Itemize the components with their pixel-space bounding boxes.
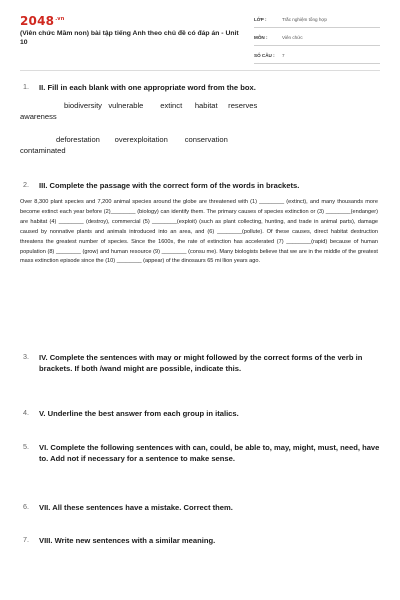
section-instruction: VII. All these sentences have a mistake. Correct them. [39,503,233,512]
exercise-section-3 [20,352,382,388]
document-header [0,0,400,72]
word-box [20,100,380,122]
exercise-section-4 [20,408,382,420]
section-instruction: V. Underline the best answer from each group in italics. [39,409,239,418]
meta-value: Viên chức [282,35,303,40]
section-number: 3. [23,352,29,361]
meta-value: Trắc nghiệm tổng hợp [282,17,327,22]
meta-key: MÔN : [254,35,268,40]
section-number: 6. [23,502,29,511]
section-number: 2. [23,180,29,189]
meta-row-subject [254,32,380,46]
word-box [20,134,380,156]
header-divider [20,70,380,71]
passage-text: Over 8,300 plant species and 7,200 animal species around the globe are threatened with (1) ________ (extinct), and many thousands more become extinct each year before (2)________ (biology) can identify them. The primary causes of species extinction or (3) ________(endanger) are habitat (4) ________ (destroy), commercial (5) ________(exploit) (such as plant collecting, hunting, and trade in animal parts), damage caused by nonnative plants and animals introduced into an area, and (6) ________(pollute). Of these causes, direct habitat destruction threatens the greatest number of species. Since the 1600s, the rate of extinction has accelerated (7) ________(rapid) because of human population (8) ________ (grow) and human resource (9) ________ (consu me). Many biologists believe that we are in the middle of the greatest mass extinction episode since the (10) ________ (appear) of the dinosaurs 65 mi llion years ago. [20,199,378,265]
meta-value: 7 [282,53,285,58]
exercise-section-6 [20,502,382,514]
section-number: 4. [23,408,29,417]
word-box-line: deforestation overexploitation conservation [56,135,228,144]
section-number: 5. [23,442,29,451]
logo-text: 2048 [20,14,55,28]
section-instruction: II. Fill in each blank with one appropriate word from the box. [39,83,256,92]
section-number: 1. [23,82,29,91]
exercise-section-7 [20,535,382,547]
exercise-section-1 [20,82,382,94]
section-instruction: VI. Complete the following sentences with can, could, be able to, may, might, must, need, have to. Add not if necessary for a sentence to make sense. [39,443,380,463]
document-title: (Viên chức Mầm non) bài tập tiếng Anh theo chủ đề có đáp án - Unit 10 [20,30,239,46]
word-box-line: contaminated [20,146,66,155]
word-box-line: biodiversity vulnerable extinct habitat reserves [64,101,258,110]
meta-row-count [254,50,380,64]
logo-suffix: .vn [55,16,65,22]
section-number: 7. [23,535,29,544]
meta-row-class [254,14,380,28]
exercise-section-2 [20,180,382,192]
meta-key: SỐ CÂU : [254,53,275,58]
section-instruction: III. Complete the passage with the correct form of the words in brackets. [39,181,300,190]
word-box-line: awareness [20,112,57,121]
section-instruction: VIII. Write new sentences with a similar meaning. [39,536,216,545]
meta-table [254,14,380,68]
section-instruction: IV. Complete the sentences with may or might followed by the correct forms of the verb in brackets. If both /wand might are possible, indicate this. [39,353,363,373]
exercise-section-5 [20,442,382,478]
site-logo[interactable] [20,14,65,28]
meta-key: LỚP : [254,17,267,22]
